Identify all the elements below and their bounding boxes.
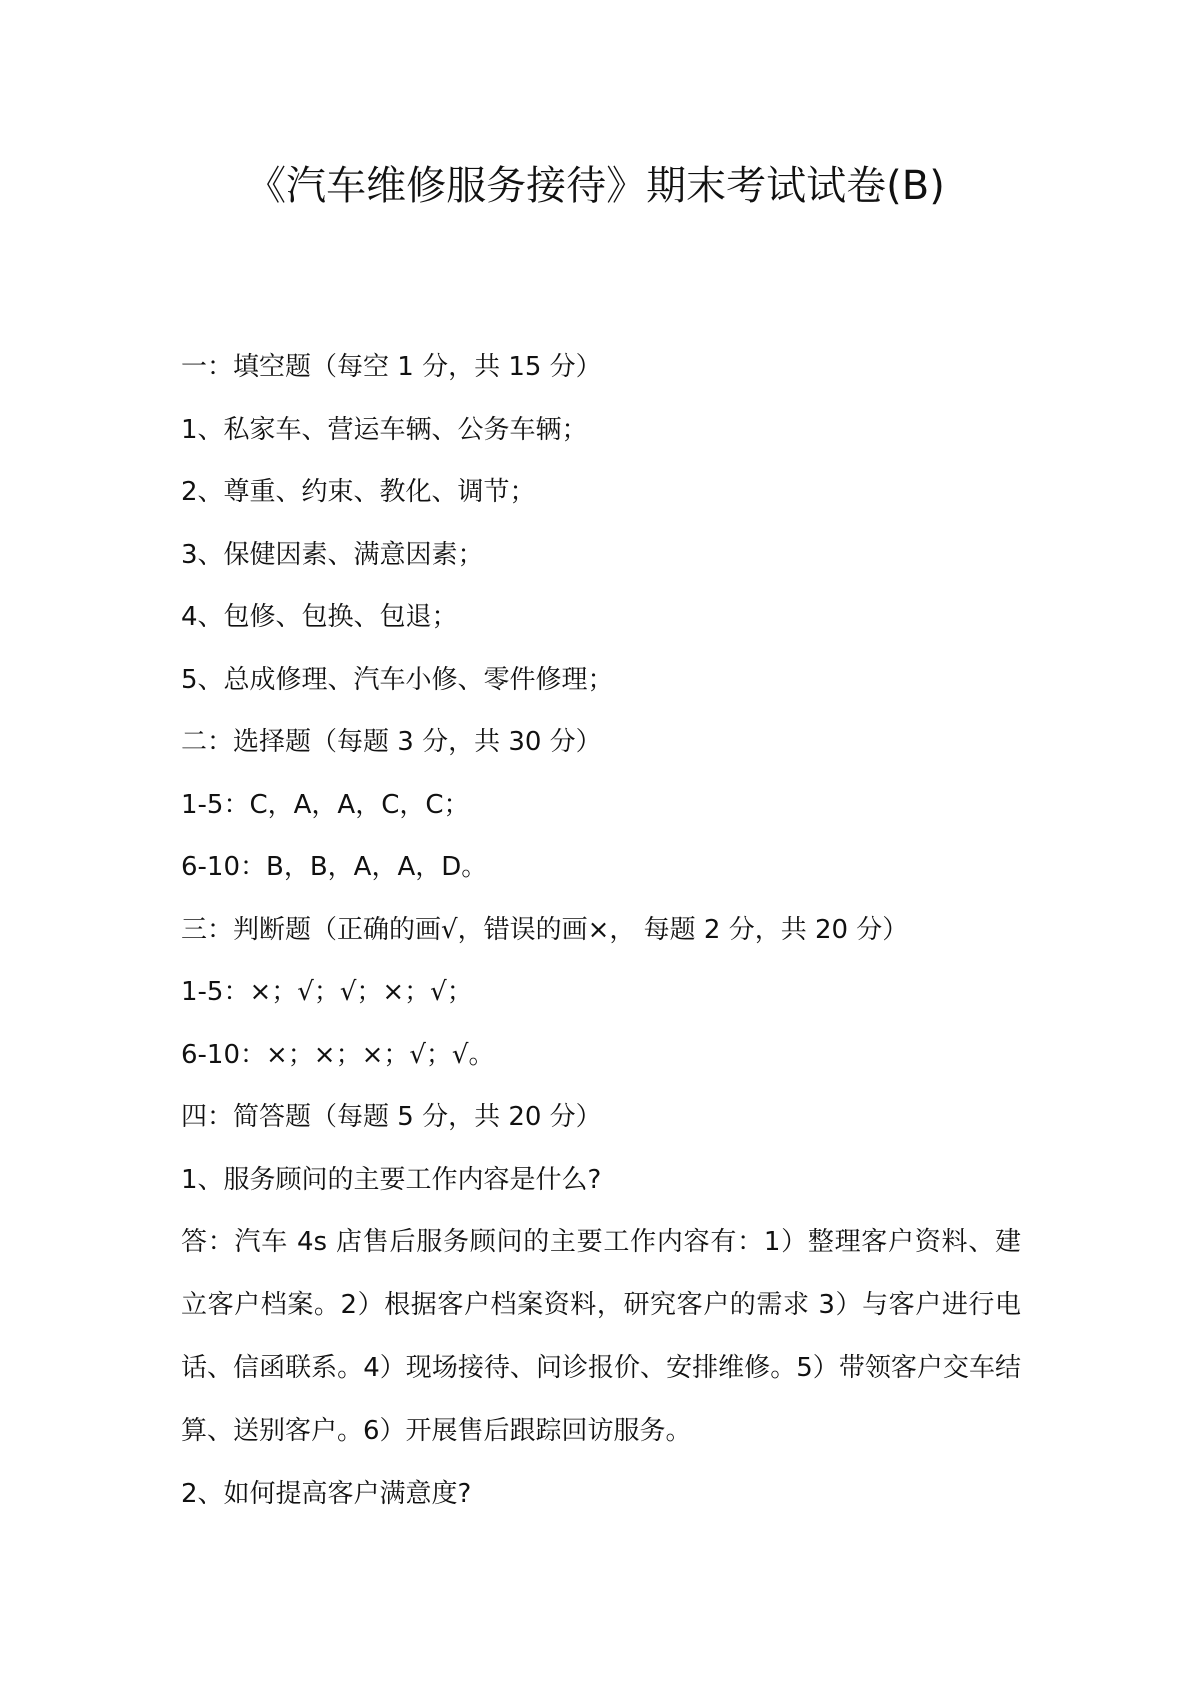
fill-blank-answer-2: 2、尊重、约束、教化、调节； <box>181 477 536 507</box>
true-false-answers-6-10: 6-10：×；×；×；√；√。 <box>181 1039 495 1070</box>
exam-content <box>181 336 1021 1526</box>
fill-blank-answer-4: 4、包修、包换、包退； <box>181 602 458 632</box>
fill-blank-answer-5: 5、总成修理、汽车小修、零件修理； <box>181 664 614 695</box>
short-answer-question-1: 1、服务顾问的主要工作内容是什么? <box>181 1164 602 1195</box>
multiple-choice-answers-6-10: 6-10：B，B，A，A，D。 <box>181 852 488 882</box>
section-heading-short-answer: 四：简答题（每题 5 分，共 20 分） <box>181 1102 602 1132</box>
true-false-answers-1-5: 1-5：×；√；√；×；√； <box>181 977 473 1007</box>
short-answer-question-2: 2、如何提高客户满意度? <box>181 1479 472 1509</box>
section-heading-multiple-choice: 二：选择题（每题 3 分，共 30 分） <box>181 727 602 757</box>
multiple-choice-answers-1-5: 1-5：C，A，A，C，C； <box>181 789 470 820</box>
fill-blank-answer-3: 3、保健因素、满意因素； <box>181 539 484 570</box>
short-answer-answer-1: 答：汽车 4s 店售后服务顾问的主要工作内容有：1）整理客户资料、建立客户档案。2）根据客户档案资料，研究客户的需求 3）与客户进行电话、信函联系。4）现场接待、问诊报价、安排维修。5）带领客户交车结算、送别客户。6）开展售后跟踪回访服务。 <box>181 1227 1021 1446</box>
section-heading-fill-blank: 一：填空题（每空 1 分，共 15 分） <box>181 352 602 382</box>
fill-blank-answer-1: 1、私家车、营运车辆、公务车辆； <box>181 414 588 445</box>
exam-title: 《汽车维修服务接待》期末考试试卷(B) <box>246 163 945 209</box>
section-heading-true-false: 三：判断题（正确的画√，错误的画×， 每题 2 分，共 20 分） <box>181 914 909 945</box>
